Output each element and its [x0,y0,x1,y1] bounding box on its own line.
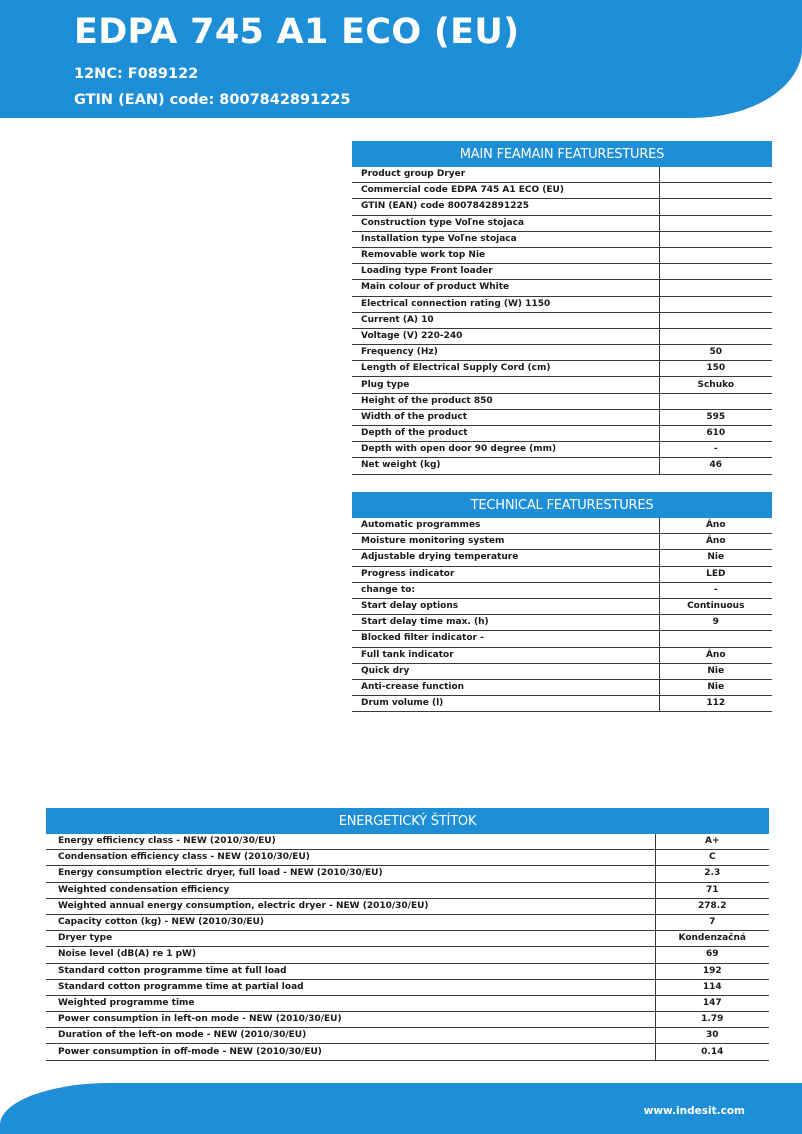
row-value [659,167,772,183]
row-value: 610 [659,426,772,442]
row-value: Kondenzačná [655,931,769,947]
row-label: Plug type [352,377,659,393]
row-label: change to: [352,582,659,598]
row-label: Progress indicator [352,566,659,582]
table-row [352,409,772,425]
table-row [46,882,769,898]
row-value [659,328,772,344]
row-label: Depth with open door 90 degree (mm) [352,442,659,458]
table-row [352,615,772,631]
row-label: Weighted programme time [46,995,655,1011]
table-row [46,898,769,914]
table-row [352,696,772,712]
table-row [352,663,772,679]
table-row [46,963,769,979]
row-value [659,631,772,647]
table-row [352,312,772,328]
table-row [46,834,769,850]
table-row [352,328,772,344]
main-features-table [352,141,772,475]
row-label: Height of the product 850 [352,393,659,409]
technical-features-table [352,492,772,712]
table-row [352,458,772,474]
table-row [352,247,772,263]
row-label: Frequency (Hz) [352,345,659,361]
table-row [352,361,772,377]
table-row [352,631,772,647]
row-label: Duration of the left-on mode - NEW (2010/30/EU) [46,1028,655,1044]
row-value: 147 [655,995,769,1011]
header-banner [0,0,802,118]
row-label: Standard cotton programme time at full load [46,963,655,979]
row-value [659,247,772,263]
row-value: Áno [659,534,772,550]
row-value: 69 [655,947,769,963]
row-value: Continuous [659,598,772,614]
row-value: 71 [655,882,769,898]
row-value: Áno [659,647,772,663]
row-value: 7 [655,914,769,930]
row-value [659,199,772,215]
row-value: 112 [659,696,772,712]
row-label: Quick dry [352,663,659,679]
table-row [352,231,772,247]
row-label: Start delay options [352,598,659,614]
row-value: 0.14 [655,1044,769,1060]
row-value: 192 [655,963,769,979]
row-value: Áno [659,518,772,534]
row-value [659,280,772,296]
row-label: Electrical connection rating (W) 1150 [352,296,659,312]
row-value [659,264,772,280]
row-value: 9 [659,615,772,631]
table-row [46,979,769,995]
row-label: Automatic programmes [352,518,659,534]
row-value: 114 [655,979,769,995]
row-label: Moisture monitoring system [352,534,659,550]
row-label: Commercial code EDPA 745 A1 ECO (EU) [352,183,659,199]
table-row [46,931,769,947]
table-row [352,534,772,550]
table-row [352,393,772,409]
row-label: GTIN (EAN) code 8007842891225 [352,199,659,215]
row-label: Blocked filter indicator - [352,631,659,647]
table-row [46,1044,769,1060]
table-row [352,679,772,695]
row-label: Noise level (dB(A) re 1 pW) [46,947,655,963]
row-label: Start delay time max. (h) [352,615,659,631]
row-value: LED [659,566,772,582]
row-label: Energy consumption electric dryer, full load - NEW (2010/30/EU) [46,866,655,882]
footer-banner [0,1083,802,1134]
main-features-heading: MAIN FEAMAIN FEATURESTURES [352,141,772,167]
row-label: Power consumption in off-mode - NEW (2010/30/EU) [46,1044,655,1060]
table-row [46,1028,769,1044]
row-label: Weighted condensation efficiency [46,882,655,898]
row-value: 46 [659,458,772,474]
row-value [659,296,772,312]
row-value: - [659,442,772,458]
row-label: Removable work top Nie [352,247,659,263]
row-label: Condensation efficiency class - NEW (2010/30/EU) [46,850,655,866]
row-label: Depth of the product [352,426,659,442]
row-label: Standard cotton programme time at partial load [46,979,655,995]
table-row [352,598,772,614]
row-value: 2.3 [655,866,769,882]
table-row [46,850,769,866]
energy-label-heading: ENERGETICKÝ ŠTÍTOK [46,808,769,834]
row-label: Dryer type [46,931,655,947]
row-value: 150 [659,361,772,377]
table-row [46,995,769,1011]
row-value [659,215,772,231]
row-value [659,183,772,199]
table-row [352,426,772,442]
row-label: Main colour of product White [352,280,659,296]
row-value: 30 [655,1028,769,1044]
row-value: Nie [659,679,772,695]
table-row [352,280,772,296]
row-label: Full tank indicator [352,647,659,663]
technical-features-heading: TECHNICAL FEATURESTURES [352,492,772,518]
row-label: Adjustable drying temperature [352,550,659,566]
row-value: - [659,582,772,598]
row-label: Net weight (kg) [352,458,659,474]
row-label: Weighted annual energy consumption, electric dryer - NEW (2010/30/EU) [46,898,655,914]
row-label: Loading type Front loader [352,264,659,280]
table-row [46,866,769,882]
row-label: Product group Dryer [352,167,659,183]
table-row [352,550,772,566]
row-label: Length of Electrical Supply Cord (cm) [352,361,659,377]
table-row [352,377,772,393]
row-value [659,393,772,409]
row-value: Nie [659,550,772,566]
table-row [352,215,772,231]
row-label: Voltage (V) 220-240 [352,328,659,344]
row-label: Capacity cotton (kg) - NEW (2010/30/EU) [46,914,655,930]
table-row [352,167,772,183]
table-row [352,518,772,534]
product-title: EDPA 745 A1 ECO (EU) [74,12,520,52]
table-row [46,947,769,963]
row-value [659,312,772,328]
row-value: A+ [655,834,769,850]
row-value [659,231,772,247]
row-label: Installation type Voľne stojaca [352,231,659,247]
row-value: 50 [659,345,772,361]
table-row [352,183,772,199]
table-row [46,914,769,930]
row-label: Energy efficiency class - NEW (2010/30/EU) [46,834,655,850]
energy-label-table [46,808,769,1061]
table-row [352,566,772,582]
table-row [352,442,772,458]
row-label: Construction type Voľne stojaca [352,215,659,231]
row-value: 1.79 [655,1012,769,1028]
row-label: Anti-crease function [352,679,659,695]
table-row [352,199,772,215]
gtin-code: GTIN (EAN) code: 8007842891225 [74,92,351,108]
row-label: Current (A) 10 [352,312,659,328]
row-value: C [655,850,769,866]
row-label: Width of the product [352,409,659,425]
nc-code: 12NC: F089122 [74,66,199,82]
table-row [46,1012,769,1028]
row-label: Drum volume (l) [352,696,659,712]
table-row [352,647,772,663]
table-row [352,582,772,598]
row-value: 595 [659,409,772,425]
website-link[interactable]: www.indesit.com [643,1105,745,1117]
row-value: Schuko [659,377,772,393]
row-label: Power consumption in left-on mode - NEW (2010/30/EU) [46,1012,655,1028]
table-row [352,345,772,361]
table-row [352,264,772,280]
table-row [352,296,772,312]
row-value: 278.2 [655,898,769,914]
row-value: Nie [659,663,772,679]
